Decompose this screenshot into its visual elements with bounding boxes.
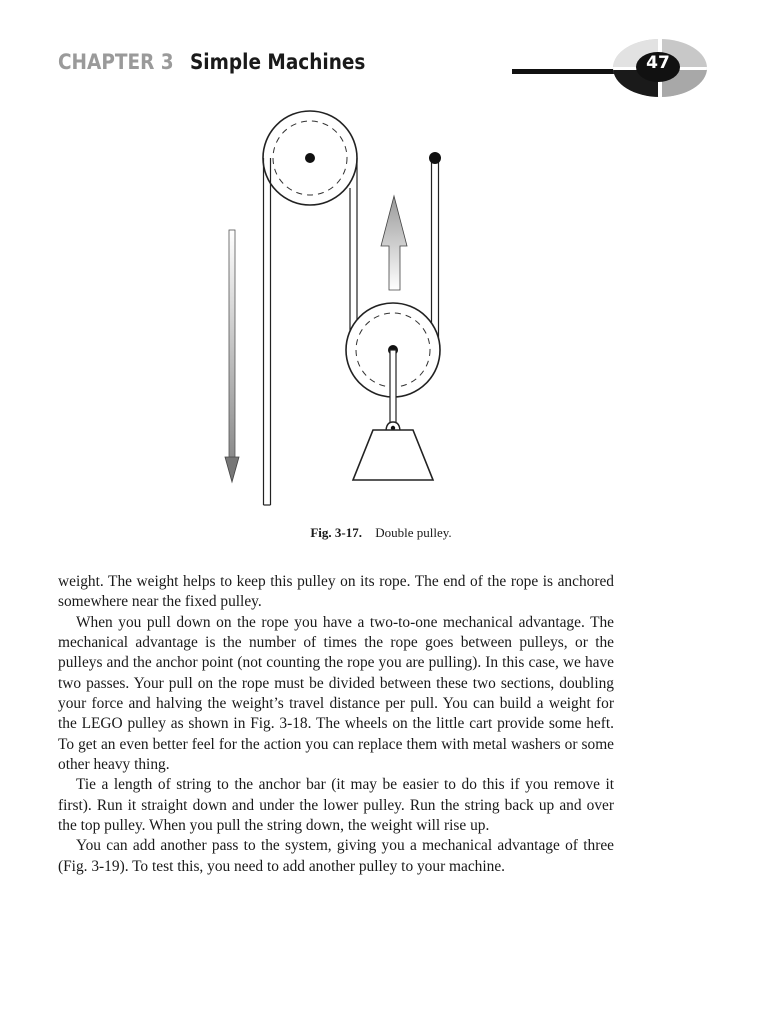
- figure-caption: [0, 525, 762, 541]
- paragraph: You can add another pass to the system, giving you a mechanical advantage of three (Fig. 3-19). To test this, you need to add another pulley to your machine.: [58, 837, 614, 875]
- figure-caption-text: Double pulley.: [375, 525, 452, 540]
- body-text: [58, 572, 614, 877]
- anchor-rope: [429, 152, 441, 340]
- hanger-rod: [390, 350, 396, 428]
- paragraph: When you pull down on the rope you have a two-to-one mechanical advantage. The mechanical advantage is the number of times the rope goes between pulleys, or the pulleys and the anchor point (not counting the rope you are pulling). In this case, we have two passes. Your pull on the rope must be divided between these two sections, doubling your force and halving the weight’s travel distance per pull. You can build a weight for the LEGO pulley as shown in Fig. 3-18. The wheels on the little cart provide some heft. To get an even better feel for the action you can replace them with metal washers or some other heavy thing.: [58, 613, 614, 774]
- figure-number: Fig. 3-17.: [310, 525, 362, 540]
- middle-rope: [350, 158, 357, 340]
- weight: [353, 422, 433, 480]
- pull-rope: [264, 158, 271, 505]
- page-header: [0, 0, 762, 110]
- fixed-pulley: [263, 111, 357, 205]
- paragraph: Tie a length of string to the anchor bar (it may be easier to do this if you remove it first). Run it straight down and under the lower pulley. Run the string back up and over the top pulley. When you pull the string down, the weight will rise up.: [58, 776, 614, 835]
- paragraph: weight. The weight helps to keep this pulley on its rope. The end of the rope is anchored somewhere near the fixed pulley.: [58, 573, 614, 611]
- pull-down-arrow: [225, 230, 239, 482]
- anchor-point: [429, 152, 441, 164]
- rise-up-arrow: [381, 196, 407, 290]
- chapter-title: Simple Machines: [190, 50, 366, 74]
- page-number: 47: [646, 53, 670, 73]
- double-pulley-diagram: [200, 110, 500, 520]
- chapter-label: CHAPTER 3: [58, 50, 174, 74]
